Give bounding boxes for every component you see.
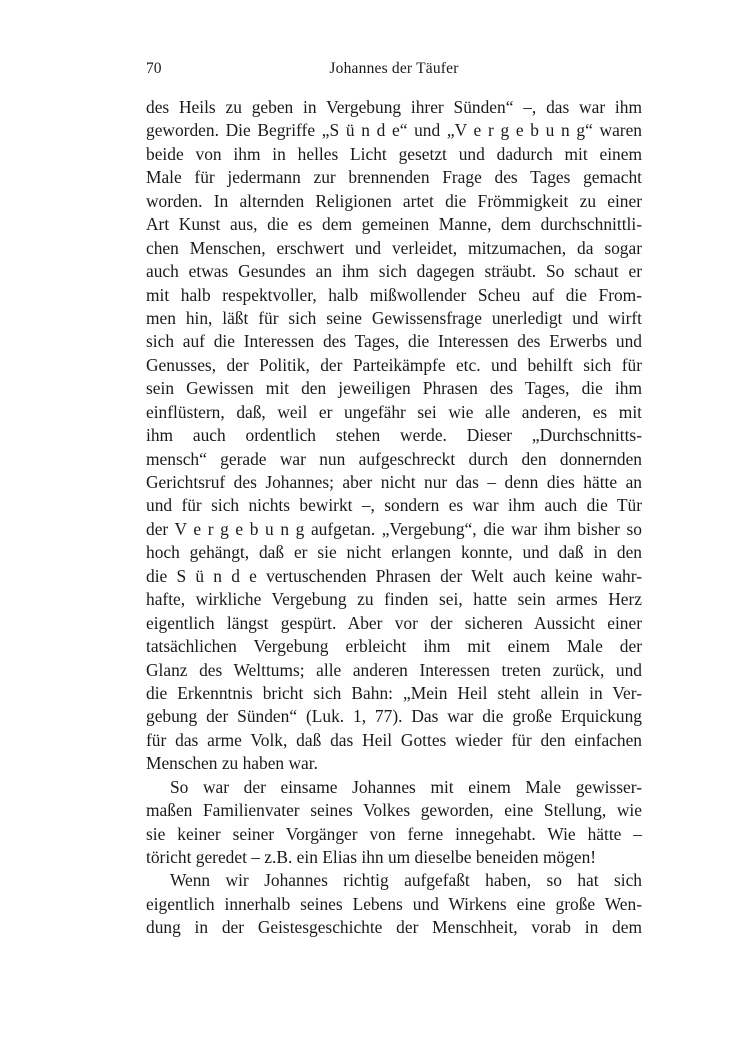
paragraph-end-line: töricht geredet – z.B. ein Elias ihn um dieselbe beneiden mögen! bbox=[146, 847, 597, 867]
text-line: einflüstern, daß, weil er ungefähr sei wie alle anderen, es mit bbox=[146, 401, 642, 422]
text-line: Male für jedermann zur brennenden Frage des Tages gemacht bbox=[146, 167, 642, 188]
text-line: die Erkenntnis bricht sich Bahn: „Mein Heil steht allein in Ver- bbox=[146, 682, 642, 703]
text-line: men hin, läßt für sich seine Gewissensfrage unerledigt und wirft bbox=[146, 307, 642, 328]
page-number: 70 bbox=[146, 60, 162, 77]
text-line: worden. In alternden Religionen artet die Frömmigkeit zu einer bbox=[146, 190, 642, 211]
text-line: hafte, wirkliche Vergebung zu finden sei, hatte sein armes Herz bbox=[146, 589, 642, 610]
text-line: mensch“ gerade war nun aufgeschreckt durch den donnernden bbox=[146, 448, 642, 469]
text-line: geworden. Die Begriffe „S ü n d e“ und „V e r g e b u n g“ waren bbox=[146, 120, 642, 141]
text-line: Genusses, der Politik, der Parteikämpfe etc. und behilft sich für bbox=[146, 354, 642, 375]
text-line: sein Gewissen mit den jeweiligen Phrasen des Tages, die ihm bbox=[146, 378, 642, 399]
text-line: sich auf die Interessen des Tages, die Interessen des Erwerbs und bbox=[146, 331, 642, 352]
text-line: mit halb respektvoller, halb mißwollender Scheu auf die From- bbox=[146, 284, 642, 305]
text-line: chen Menschen, erschwert und verleidet, mitzumachen, da sogar bbox=[146, 237, 642, 258]
text-line: tatsächlichen Vergebung erbleicht ihm mit einem Male der bbox=[146, 636, 642, 657]
text-line: Glanz des Welttums; alle anderen Interessen treten zurück, und bbox=[146, 659, 642, 680]
text-line: gebung der Sünden“ (Luk. 1, 77). Das war die große Erquickung bbox=[146, 706, 642, 727]
text-line: eigentlich längst gespürt. Aber vor der sicheren Aussicht einer bbox=[146, 612, 642, 633]
paragraph-start-line: So war der einsame Johannes mit einem Male gewisser- bbox=[170, 776, 642, 797]
text-line: dung in der Geistesgeschichte der Menschheit, vorab in dem bbox=[146, 917, 642, 938]
text-line: eigentlich innerhalb seines Lebens und Wirkens eine große Wen- bbox=[146, 893, 642, 914]
text-line: maßen Familienvater seines Volkes geworden, eine Stellung, wie bbox=[146, 800, 642, 821]
paragraph-start-line: Wenn wir Johannes richtig aufgefaßt haben, so hat sich bbox=[170, 870, 642, 891]
text-line: beide von ihm in helles Licht gesetzt und dadurch mit einem bbox=[146, 143, 642, 164]
page-header bbox=[146, 60, 642, 84]
text-line: für das arme Volk, daß das Heil Gottes wieder für den einfachen bbox=[146, 729, 642, 750]
text-line: ihm auch ordentlich stehen werde. Dieser „Durchschnitts- bbox=[146, 425, 642, 446]
body-text bbox=[146, 96, 642, 940]
text-line: hoch gehängt, daß er sie nicht erlangen konnte, und daß in den bbox=[146, 542, 642, 563]
text-line: auch etwas Gesundes an ihm sich dagegen sträubt. So schaut er bbox=[146, 261, 642, 282]
text-line: Gerichtsruf des Johannes; aber nicht nur das – denn dies hätte an bbox=[146, 472, 642, 492]
text-line: die S ü n d e vertuschenden Phrasen der Welt auch keine wahr- bbox=[146, 565, 642, 586]
paragraph-end-line: Menschen zu haben war. bbox=[146, 753, 318, 774]
running-head: Johannes der Täufer bbox=[329, 60, 459, 77]
text-line: Art Kunst aus, die es dem gemeinen Manne, dem durchschnittli- bbox=[146, 214, 642, 235]
text-line: der V e r g e b u n g aufgetan. „Vergebung“, die war ihm bisher so bbox=[146, 518, 642, 539]
text-line: sie keiner seiner Vorgänger von ferne innegehabt. Wie hätte – bbox=[146, 823, 642, 844]
text-line: und für sich nichts bewirkt –, sondern es war ihm auch die Tür bbox=[146, 495, 642, 516]
text-line: des Heils zu geben in Vergebung ihrer Sünden“ –, das war ihm bbox=[146, 97, 642, 117]
